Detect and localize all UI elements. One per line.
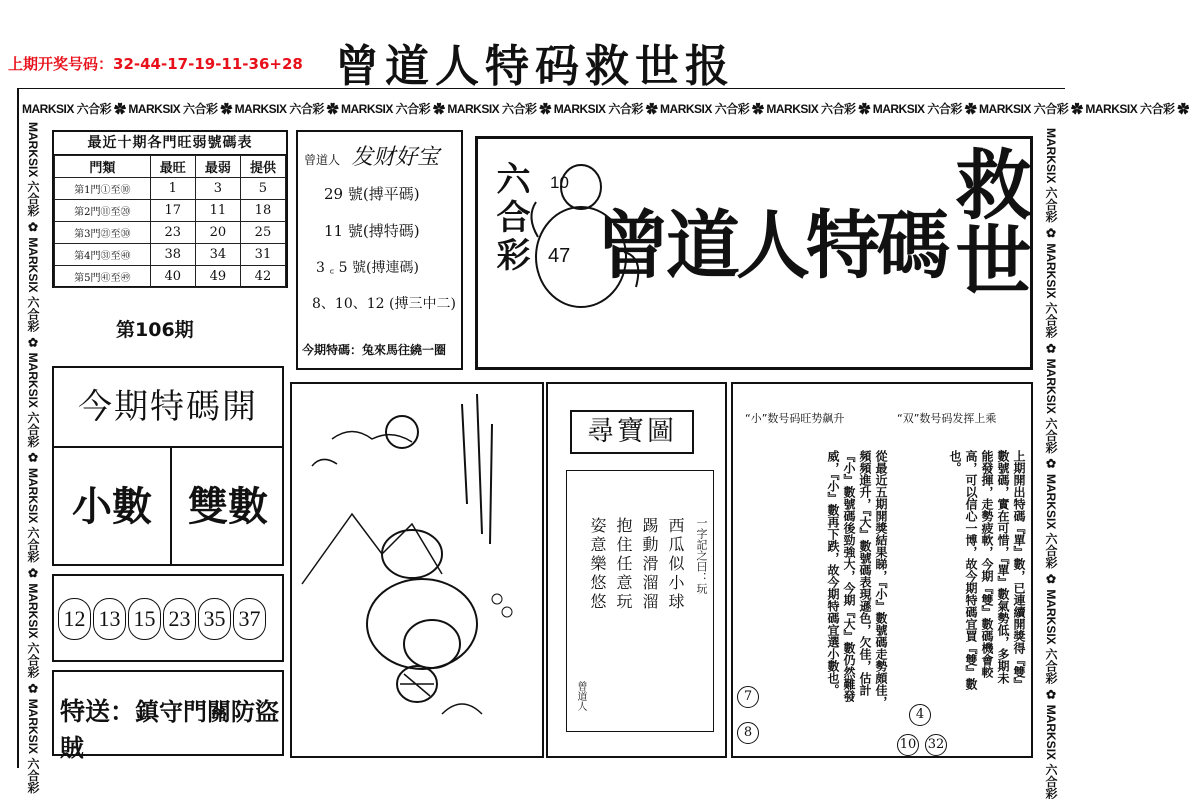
- special-number: 15: [128, 598, 161, 640]
- poem-line: 踢動滑溜溜: [640, 517, 659, 612]
- circle-number: 32: [925, 734, 947, 756]
- table-cell: 42: [240, 266, 285, 288]
- table-cell: 17: [150, 200, 195, 222]
- facai-footer: 今期特碼：兔來馬往繞一圈: [302, 343, 447, 357]
- facai-heading: 发财好宝: [351, 145, 440, 170]
- table-row: [55, 266, 286, 288]
- banner-right-title: 救世: [943, 145, 1032, 297]
- table-cell: 第3門㉑至㉚: [55, 222, 151, 244]
- table-cell: 第4門㉛至㊵: [55, 244, 151, 266]
- last-draw-text: [8, 53, 303, 74]
- last-draw-numbers: 32-44-17-19-11-36+28: [113, 55, 303, 73]
- table-header-row: [55, 156, 286, 178]
- table-cell: 23: [150, 222, 195, 244]
- issue-number: 第106期: [116, 319, 194, 341]
- table-cell: 34: [195, 244, 240, 266]
- scroll: [566, 470, 714, 732]
- special-block: [52, 366, 284, 566]
- circle-number: 10: [897, 734, 919, 756]
- banner-title: 曾道人特碼: [596, 203, 946, 289]
- analysis-text-right: 上期開出特碼『單』數，已連續開獎得『雙』數號碼，實在可惜，『單』數氣勢低，多期未能發揮，走勢疲軟，今期『雙』數碼機會較高，可以信心一博，故今期特碼宜買『雙』數也。: [948, 450, 1026, 690]
- pot-number-top: 10: [550, 173, 569, 192]
- special-number: 35: [198, 598, 231, 640]
- table-title: 最近十期各門旺弱號碼表: [54, 132, 286, 155]
- col-header: 最弱: [195, 156, 240, 178]
- table-cell: 20: [195, 222, 240, 244]
- special-number: 23: [163, 598, 196, 640]
- page-title: 曾道人特码救世报: [335, 41, 735, 92]
- marksix-strip-right: MARKSIX 六合彩 ✿ MARKSIX 六合彩 ✿ MARKSIX 六合彩 ✿ MARKSIX 六合彩 ✿ MARKSIX 六合彩 ✿ MARKSIX 六合彩: [1044, 128, 1058, 799]
- table-cell: 第5門㊶至㊾: [55, 266, 151, 288]
- circle-number: 7: [737, 686, 759, 708]
- special-number: 37: [233, 598, 266, 640]
- table-cell: 38: [150, 244, 195, 266]
- special-number: 13: [93, 598, 126, 640]
- facai-line: 11 號(搏特碼): [324, 222, 420, 240]
- illustration-panel: [290, 382, 544, 758]
- table-cell: 第2門⑪至⑳: [55, 200, 151, 222]
- guard-box: [52, 670, 284, 762]
- facai-header: [304, 140, 461, 171]
- table-cell: 第1門①至⑩: [55, 178, 151, 200]
- circle-number: 4: [909, 704, 931, 726]
- special-heading: 今期特碼開: [54, 368, 282, 448]
- last-draw-label: 上期开奖号码：: [8, 55, 114, 73]
- table-cell: 40: [150, 266, 195, 288]
- facai-line: 29 號(搏平碼): [324, 185, 420, 203]
- hot-cold-table: [54, 155, 286, 288]
- facai-line: 3 ꜀ 5 號(搏連碼): [316, 260, 419, 276]
- col-header: 門類: [55, 156, 151, 178]
- table-cell: 1: [150, 178, 195, 200]
- marksix-strip-top: MARKSIX 六合彩 ✿ MARKSIX 六合彩 ✿ MARKSIX 六合彩 ✿ MARKSIX 六合彩 ✿ MARKSIX 六合彩 ✿ MARKSIX 六合彩 ✿ MARKSIX 六合彩 ✿ MARKSIX 六合彩 ✿ MARKSIX 六合彩 ✿ MARKSIX 六合彩 ✿ MARKSIX 六合彩 ✿: [22, 102, 1189, 116]
- col-header: 提供: [240, 156, 285, 178]
- col-header: 最旺: [150, 156, 195, 178]
- panda-illustration: [292, 384, 542, 756]
- analysis-text-left: 從最近五期開獎結果睇，『小』數號碼走勢頗佳，頻頻進升，『大』數號碼表現遜色，欠佳，估計『小』數號碼後勁強大，今期『大』數仍然難發威，『小』數再下跌，故今期特碼宜選小數也。: [826, 450, 888, 708]
- table-row: [55, 178, 286, 200]
- table-row: [55, 244, 286, 266]
- special-small: 小數: [54, 448, 172, 566]
- analysis-heading-left: “小”数号码旺势飙升: [745, 412, 845, 425]
- table-row: [55, 200, 286, 222]
- special-number: 12: [58, 598, 91, 640]
- hot-cold-table-block: [52, 130, 288, 288]
- guard-text: 鎮守門關防盜賊: [60, 698, 280, 762]
- treasure-title: 尋寶圖: [570, 410, 694, 454]
- analysis-heading-right: “双”数号码发挥上乘: [897, 412, 997, 425]
- table-cell: 49: [195, 266, 240, 288]
- pot-number-bottom: 47: [548, 245, 571, 267]
- marksix-strip-left: MARKSIX 六合彩 ✿ MARKSIX 六合彩 ✿ MARKSIX 六合彩 ✿ MARKSIX 六合彩 ✿ MARKSIX 六合彩 ✿ MARKSIX 六合彩: [26, 122, 40, 794]
- circle-number: 8: [737, 722, 759, 744]
- facai-line: 8、10、12 (搏三中二): [312, 296, 456, 312]
- poem-line: 抱住任意玩: [614, 517, 633, 612]
- poem-line: 姿意樂悠悠: [588, 517, 607, 612]
- table-row: [55, 222, 286, 244]
- banner-left-vertical: 六合彩: [490, 161, 530, 275]
- table-cell: 31: [240, 244, 285, 266]
- table-cell: 5: [240, 178, 285, 200]
- banner-box: [475, 136, 1033, 370]
- facai-box: [296, 130, 463, 370]
- special-even: 雙數: [188, 483, 268, 530]
- poem-signature: 曾道人: [575, 681, 586, 711]
- table-cell: 11: [195, 200, 240, 222]
- table-cell: 3: [195, 178, 240, 200]
- guard-label: 特送：: [60, 697, 136, 726]
- table-cell: 25: [240, 222, 285, 244]
- analysis-panel: [731, 382, 1033, 758]
- riddle-label: 一字記之曰：玩: [695, 517, 708, 594]
- table-cell: 18: [240, 200, 285, 222]
- special-numbers: [52, 574, 284, 662]
- facai-name: 曾道人: [304, 153, 341, 167]
- poem-line: 西瓜似小球: [666, 517, 685, 612]
- treasure-panel: [546, 382, 727, 758]
